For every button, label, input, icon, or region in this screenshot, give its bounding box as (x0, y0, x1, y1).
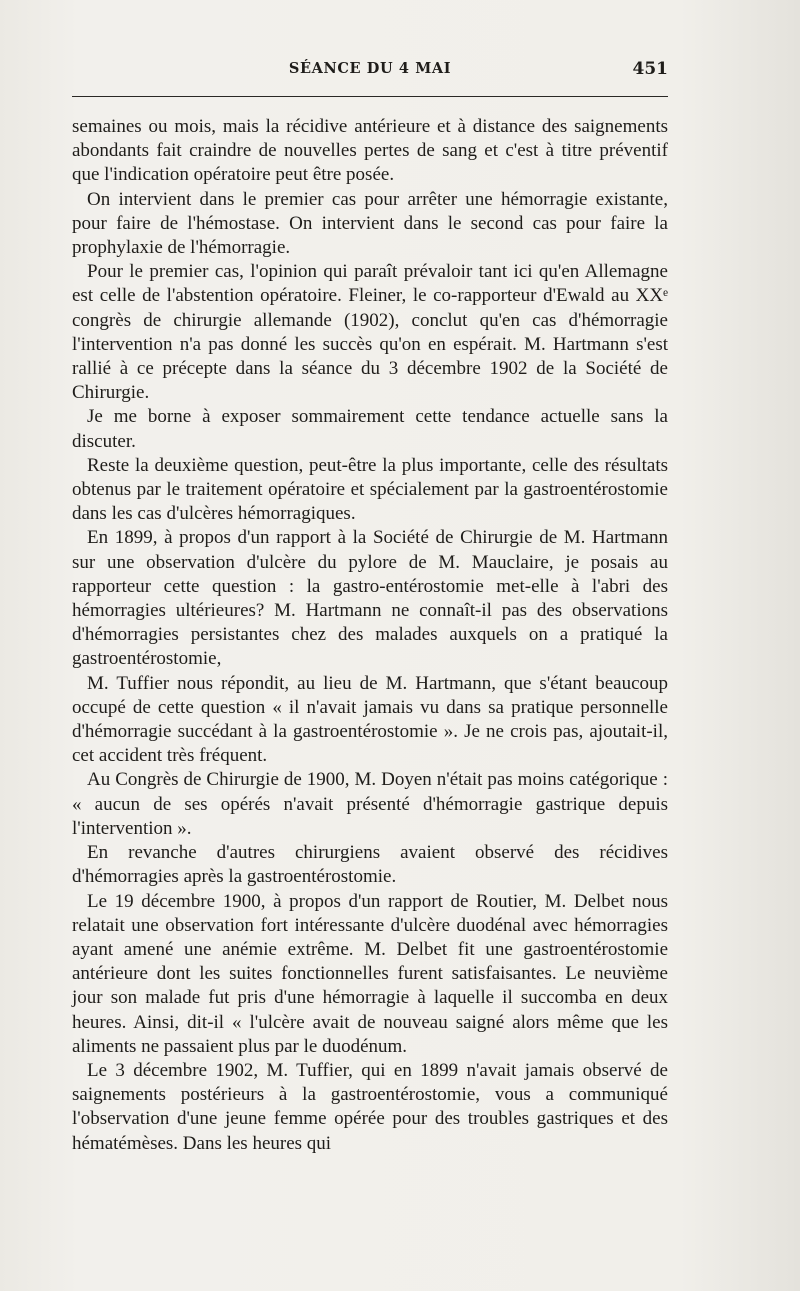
paragraph: semaines ou mois, mais la récidive antérieure et à distance des saignements abondants fait craindre de nouvelles pertes de sang et c'est à titre préventif que l'indication opératoire peut être posée. (72, 116, 668, 186)
running-head (72, 60, 668, 84)
paragraph: Je me borne à exposer sommairement cette tendance actuelle sans la discuter. (72, 406, 668, 452)
paragraph: Pour le premier cas, l'opinion qui paraît prévaloir tant ici qu'en Allemagne est celle de l'abstention opératoire. Fleiner, le co-rapporteur d'Ewald au XXᵉ congrès de chirurgie allemande (1902), conclut qu'en cas d'hémorragie l'intervention n'a pas donné les succès qu'on en espérait. M. Hartmann s'est rallié à ce précepte dans la séance du 3 décembre 1902 de la Société de Chirurgie. (72, 261, 668, 404)
header-rule (72, 96, 668, 97)
paragraph: En revanche d'autres chirurgiens avaient observé des récidives d'hémorragies après la gastroentérostomie. (72, 842, 668, 888)
running-title: SÉANCE DU 4 MAI (288, 60, 452, 77)
paragraph: M. Tuffier nous répondit, au lieu de M. Hartmann, que s'étant beaucoup occupé de cette question « il n'avait jamais vu dans sa pratique personnelle d'hémorragie succédant à la gastroentérostomie ». Je ne crois pas, ajoutait-il, cet accident très fréquent. (72, 672, 668, 767)
paragraph: On intervient dans le premier cas pour arrêter une hémorragie existante, pour faire de l'hémostase. On intervient dans le second cas pour faire la prophylaxie de l'hémorragie. (72, 188, 668, 259)
paragraph: En 1899, à propos d'un rapport à la Société de Chirurgie de M. Hartmann sur une observation d'ulcère du pylore de M. Mauclaire, je posais au rapporteur cette question : la gastro-entérostomie met-elle à l'abri des hémorragies ultérieures? M. Hartmann ne connaît-il pas des observations d'hémorragies persistantes chez des malades auxquels on a pratiqué la gastroentérostomie, (72, 527, 668, 670)
paragraph: Reste la deuxième question, peut-être la plus importante, celle des résultats obtenus par le traitement opératoire et spécialement par la gastroentérostomie dans les cas d'ulcères hémorragiques. (72, 454, 668, 525)
paragraph: Le 3 décembre 1902, M. Tuffier, qui en 1899 n'avait jamais observé de saignements postérieurs à la gastroentérostomie, vous a communiqué l'observation d'une jeune femme opérée pour des troubles gastriques et des hématémèses. Dans les heures qui (72, 1059, 668, 1154)
body-text (72, 115, 668, 1156)
page-number: 451 (632, 59, 668, 79)
paragraph: Le 19 décembre 1900, à propos d'un rapport de Routier, M. Delbet nous relatait une observation fort intéressante d'ulcère duodénal avec hémorragies ayant amené une anémie extrême. M. Delbet fit une gastroentérostomie antérieure dont les suites fonctionnelles furent satisfaisantes. Le neuvième jour son malade fut pris d'une hémorragie à laquelle il succomba en deux heures. Ainsi, dit-il « l'ulcère avait de nouveau saigné alors même que les aliments ne passaient plus par le duodénum. (72, 890, 668, 1057)
paragraph: Au Congrès de Chirurgie de 1900, M. Doyen n'était pas moins catégorique : « aucun de ses opérés n'avait présenté d'hémorragie gastrique depuis l'intervention ». (72, 769, 668, 839)
